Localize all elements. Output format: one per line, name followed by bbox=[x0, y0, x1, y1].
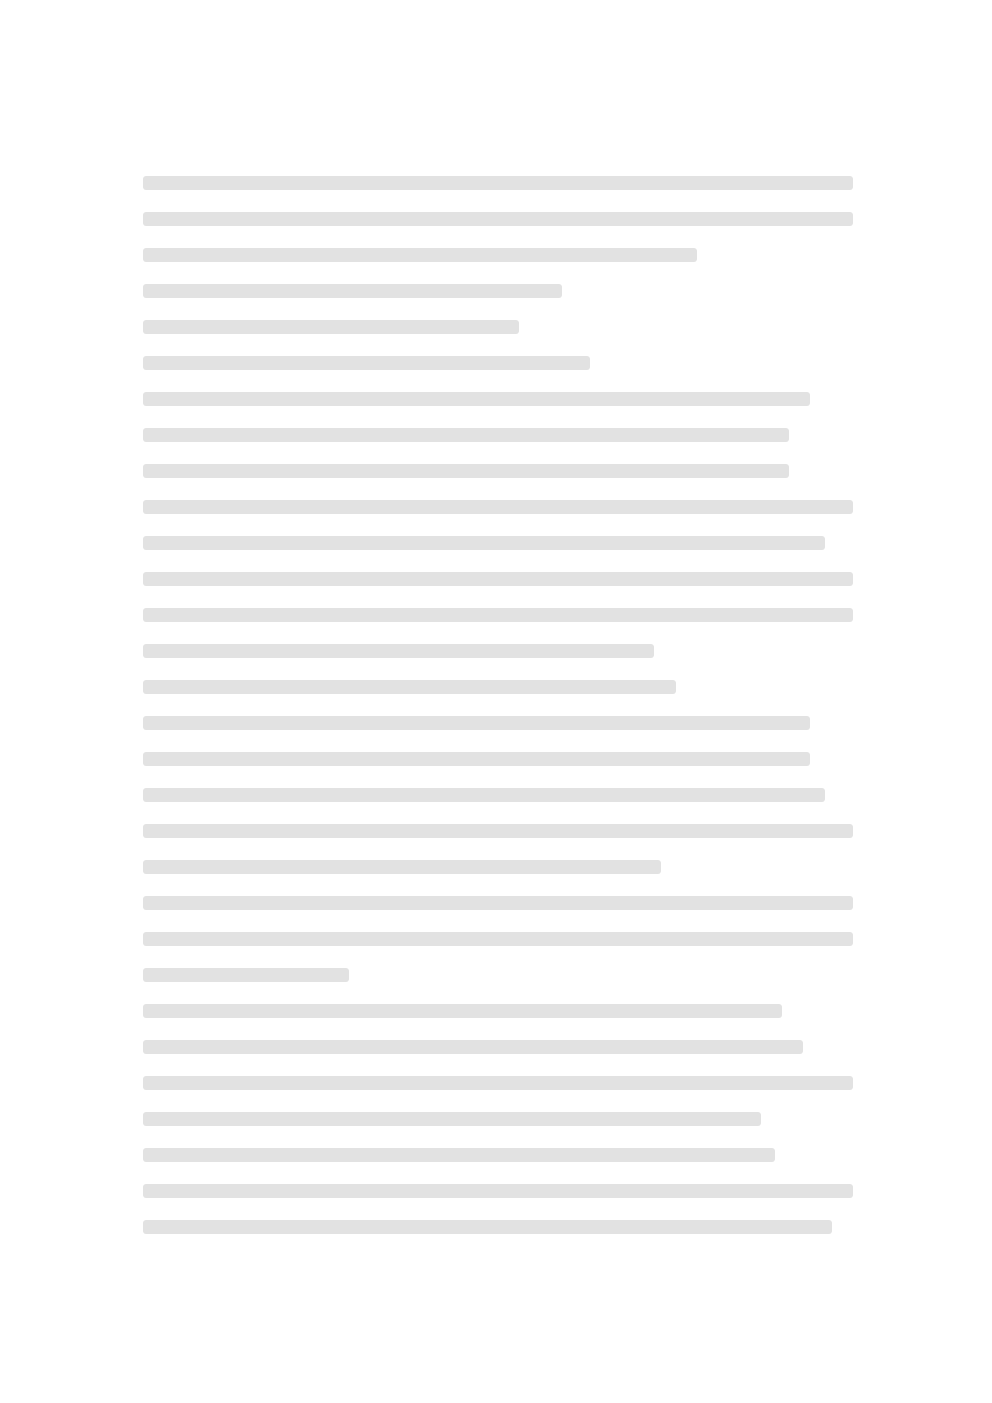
text-line bbox=[143, 1029, 853, 1065]
text-line-placeholder bbox=[143, 680, 676, 694]
text-line bbox=[143, 993, 853, 1029]
text-line-placeholder bbox=[143, 176, 853, 190]
text-line bbox=[143, 921, 853, 957]
text-line-placeholder bbox=[143, 572, 853, 586]
text-line bbox=[143, 381, 853, 417]
text-line bbox=[143, 309, 853, 345]
text-line bbox=[143, 741, 853, 777]
text-line bbox=[143, 1173, 853, 1209]
text-line bbox=[143, 345, 853, 381]
text-line-placeholder bbox=[143, 428, 789, 442]
text-line-placeholder bbox=[143, 536, 825, 550]
text-line-placeholder bbox=[143, 212, 853, 226]
text-line-placeholder bbox=[143, 1040, 803, 1054]
text-line bbox=[143, 453, 853, 489]
text-line bbox=[143, 1209, 853, 1245]
text-line bbox=[143, 273, 853, 309]
text-line-placeholder bbox=[143, 968, 349, 982]
text-line bbox=[143, 885, 853, 921]
text-line-placeholder bbox=[143, 392, 810, 406]
text-line bbox=[143, 957, 853, 993]
text-line-placeholder bbox=[143, 1148, 775, 1162]
text-line-placeholder bbox=[143, 824, 853, 838]
text-line-placeholder bbox=[143, 752, 810, 766]
text-line bbox=[143, 561, 853, 597]
text-line bbox=[143, 165, 853, 201]
text-line-placeholder bbox=[143, 1004, 782, 1018]
text-line bbox=[143, 1101, 853, 1137]
text-line bbox=[143, 1137, 853, 1173]
text-line-placeholder bbox=[143, 1220, 832, 1234]
text-line-placeholder bbox=[143, 1112, 761, 1126]
text-line bbox=[143, 489, 853, 525]
text-line-placeholder bbox=[143, 284, 562, 298]
text-line-placeholder bbox=[143, 608, 853, 622]
text-line-placeholder bbox=[143, 320, 519, 334]
text-line-placeholder bbox=[143, 248, 697, 262]
text-line-placeholder bbox=[143, 860, 661, 874]
text-line-placeholder bbox=[143, 932, 853, 946]
text-line bbox=[143, 669, 853, 705]
text-line bbox=[143, 237, 853, 273]
text-line bbox=[143, 777, 853, 813]
text-line-placeholder bbox=[143, 500, 853, 514]
text-line bbox=[143, 201, 853, 237]
text-line-placeholder bbox=[143, 1076, 853, 1090]
text-line bbox=[143, 417, 853, 453]
text-line bbox=[143, 813, 853, 849]
text-line-placeholder bbox=[143, 1184, 853, 1198]
text-line-placeholder bbox=[143, 644, 654, 658]
text-line bbox=[143, 705, 853, 741]
text-line bbox=[143, 633, 853, 669]
text-line-placeholder bbox=[143, 464, 789, 478]
text-line-placeholder bbox=[143, 788, 825, 802]
text-line bbox=[143, 525, 853, 561]
text-line bbox=[143, 1065, 853, 1101]
text-line-placeholder bbox=[143, 896, 853, 910]
text-line bbox=[143, 597, 853, 633]
text-line-placeholder bbox=[143, 356, 590, 370]
text-line-placeholder bbox=[143, 716, 810, 730]
text-line bbox=[143, 849, 853, 885]
body-text-block bbox=[143, 165, 853, 1245]
